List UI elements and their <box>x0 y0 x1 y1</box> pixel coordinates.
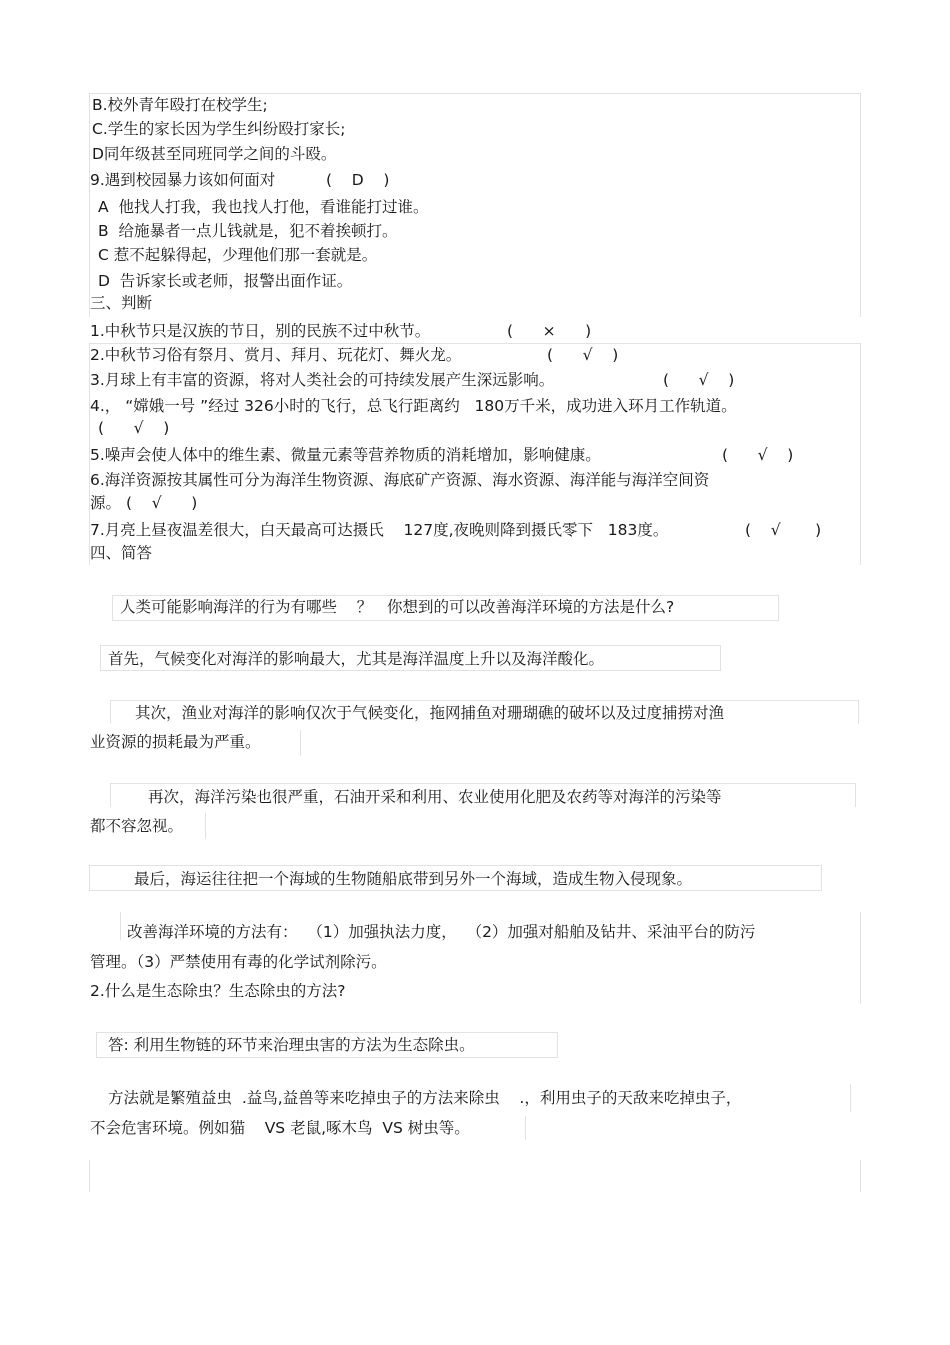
q2-method-1: 方法就是繁殖益虫 .益鸟,益兽等来吃掉虫子的方法来除虫 .，利用虫子的天敌来吃掉虫子， <box>108 1089 742 1107</box>
judge-2-answer: ( √ ) <box>547 346 619 364</box>
q2-method-2: 不会危害环境。例如猫 VS 老鼠,啄木鸟 VS 树虫等。 <box>90 1119 470 1137</box>
judge-5-text: 5.噪声会使人体中的维生素、微量元素等营养物质的消耗增加，影响健康。 <box>90 446 601 464</box>
q2-question: 2.什么是生态除虫？生态除虫的方法? <box>90 982 346 1000</box>
q8-option-d: D同年级甚至同班同学之间的斗殴。 <box>92 145 337 163</box>
q8-option-c: C.学生的家长因为学生纠纷殴打家长; <box>92 120 346 138</box>
q9-question: 9.遇到校园暴力该如何面对 <box>90 171 276 189</box>
a2m2-end <box>525 1116 526 1140</box>
judge-7-answer: ( √ ) <box>745 521 822 539</box>
q1-paragraph-2a: 其次，渔业对海洋的影响仅次于气候变化，拖网捕鱼对珊瑚礁的破坏以及过度捕捞对渔 <box>135 704 725 722</box>
a2m-right <box>850 1084 851 1112</box>
q9-option-a: A 他找人打我，我也找人打他，看谁能打过谁。 <box>98 198 429 216</box>
q1-paragraph-5a: 改善海洋环境的方法有： （1）加强执法力度， （2）加强对船舶及钻井、采油平台的防污 <box>127 923 756 941</box>
q9-option-b: B 给施暴者一点儿钱就是，犯不着挨顿打。 <box>98 222 398 240</box>
judge-1-answer: ( × ) <box>507 322 592 340</box>
q8-option-b: B.校外青年殴打在校学生; <box>92 96 268 114</box>
judge-2-text: 2.中秋节习俗有祭月、赏月、拜月、玩花灯、舞火龙。 <box>90 346 462 364</box>
judge-5-answer: ( √ ) <box>722 446 794 464</box>
q1-paragraph-1: 首先，气候变化对海洋的影响最大，尤其是海洋温度上升以及海洋酸化。 <box>108 650 605 668</box>
judge-1-text: 1.中秋节只是汉族的节日，别的民族不过中秋节。 <box>90 322 431 340</box>
q1-paragraph-2b: 业资源的损耗最为严重。 <box>90 733 261 751</box>
p5-left <box>120 912 121 940</box>
p3-end <box>205 813 206 839</box>
q9-option-c: C 惹不起躲得起，少理他们那一套就是。 <box>98 246 378 264</box>
section3-title: 三、判断 <box>90 294 153 312</box>
judge-6-answer: ( √ ) <box>126 494 198 512</box>
judge-3-answer: ( √ ) <box>663 371 735 389</box>
q1-question: 人类可能影响海洋的行为有哪些 ？ 你想到的可以改善海洋环境的方法是什么? <box>120 598 675 616</box>
q9-answer: ( D ) <box>326 171 390 189</box>
q1-paragraph-5b: 管理。（3）严禁使用有毒的化学试剂除污。 <box>90 953 387 971</box>
section4-title: 四、简答 <box>90 544 153 562</box>
bottom-left <box>89 1160 90 1192</box>
q2-answer: 答: 利用生物链的环节来治理虫害的方法为生态除虫。 <box>108 1036 475 1054</box>
judge-7-text: 7.月亮上昼夜温差很大，白天最高可达摄氏 127度,夜晚则降到摄氏零下 183度。 <box>90 521 669 539</box>
q1-paragraph-4: 最后，海运往往把一个海域的生物随船底带到另外一个海域，造成生物入侵现象。 <box>134 870 693 888</box>
judge-6-text: 6.海洋资源按其属性可分为海洋生物资源、海底矿产资源、海水资源、海洋能与海洋空间资 <box>90 471 710 489</box>
judge-4-text: 4.， “嫦娥一号 ”经过 326小时的飞行，总飞行距离约 180万千米，成功进入环月工作轨道。 <box>90 397 737 415</box>
judge-3-text: 3.月球上有丰富的资源，将对人类社会的可持续发展产生深远影响。 <box>90 371 555 389</box>
bottom-right <box>860 1160 861 1192</box>
judge-6-text-cont: 源。 <box>90 494 122 512</box>
q1-paragraph-3b: 都不容忽视。 <box>90 817 184 835</box>
p2-end <box>300 730 301 756</box>
judge-4-answer: ( √ ) <box>98 419 170 437</box>
p5-right <box>860 912 861 1004</box>
q1-paragraph-3a: 再次，海洋污染也很严重，石油开采和利用、农业使用化肥及农药等对海洋的污染等 <box>148 788 722 806</box>
q9-option-d: D 告诉家长或老师，报警出面作证。 <box>98 272 353 290</box>
